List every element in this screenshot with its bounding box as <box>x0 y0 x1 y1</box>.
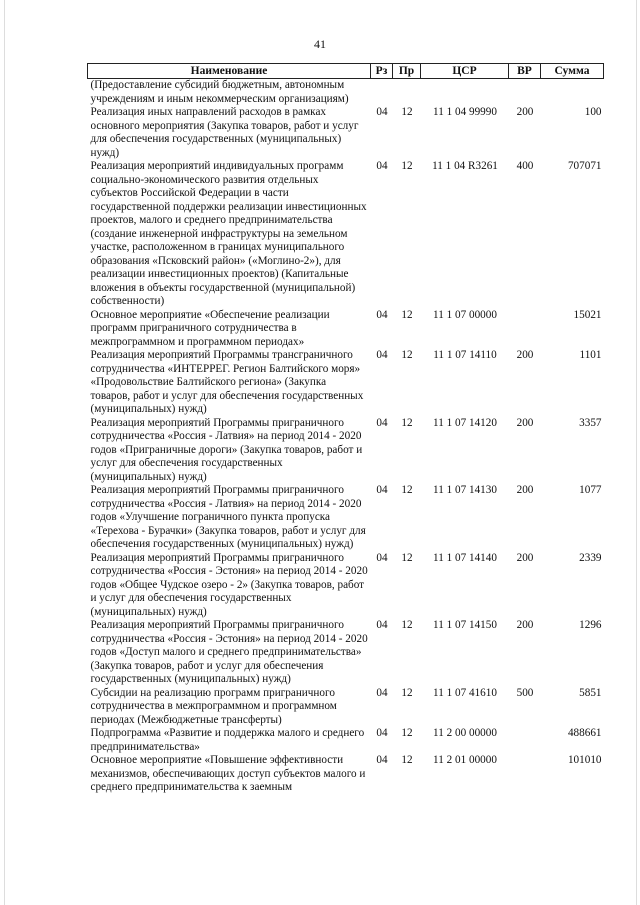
table-row <box>88 754 604 795</box>
header-name: Наименование <box>88 64 371 79</box>
row-name: Реализация мероприятий Программы трансграничного сотрудничества «ИНТЕРРЕГ. Регион Балтийского моря» «Продовольствие Балтийского региона» (Закупка товаров, работ и услуг для обеспечения государственных (муниципальных) нужд) <box>90 349 364 415</box>
row-pr: 12 <box>401 754 413 766</box>
row-pr <box>393 79 421 107</box>
row-pr: 12 <box>401 106 413 118</box>
row-name: Реализация мероприятий индивидуальных программ социально-экономического развития отдельных субъектов Российской Федерации в части государственной поддержки реализации инвестиционных проектов, малого и среднего предпринимательства (создание инженерной инфраструктуры на земельном участке, расположенном в границах муниципального образования «Псковский район» («Моглино-2»), для реализации инвестиционных проектов) (Капитальные вложения в объекты государственной (муниципальной) собственности) <box>90 160 367 307</box>
row-rz: 04 <box>376 727 388 739</box>
row-rz: 04 <box>376 484 388 496</box>
budget-table <box>87 63 604 795</box>
row-rz: 04 <box>376 551 388 564</box>
row-pr: 12 <box>401 349 413 361</box>
row-vr: 200 <box>516 416 534 429</box>
table-row <box>88 727 604 754</box>
row-rz: 04 <box>376 754 388 766</box>
row-vr: 200 <box>516 619 534 631</box>
row-pr: 12 <box>401 416 413 429</box>
row-pr: 12 <box>401 160 413 172</box>
row-csr: 11 2 00 00000 <box>433 727 497 739</box>
row-name: Подпрограмма «Развитие и поддержка малого и среднего предпринимательства» <box>90 727 365 753</box>
row-name: Субсидии на реализацию программ приграничного сотрудничества в межпрограммном и программном периодах (Межбюджетные трансферты) <box>90 686 337 726</box>
row-sum: 1101 <box>579 349 602 361</box>
row-vr: 200 <box>516 551 534 564</box>
row-vr: 200 <box>516 106 534 118</box>
row-sum: 1296 <box>579 619 602 631</box>
row-csr: 11 1 07 00000 <box>433 308 497 321</box>
row-pr: 12 <box>401 308 413 321</box>
row-csr: 11 1 07 14110 <box>433 349 497 361</box>
row-csr: 11 1 04 99990 <box>433 106 497 118</box>
row-vr <box>509 79 541 107</box>
row-sum: 488661 <box>567 727 602 739</box>
row-vr <box>509 754 541 795</box>
row-sum: 3357 <box>579 416 602 429</box>
table-body <box>88 79 604 795</box>
row-sum: 2339 <box>579 551 602 564</box>
scan-edge-left <box>4 0 5 905</box>
row-pr: 12 <box>401 686 413 699</box>
row-pr: 12 <box>401 484 413 496</box>
row-rz: 04 <box>376 686 388 699</box>
header-vr: ВР <box>509 64 541 79</box>
row-rz: 04 <box>376 106 388 118</box>
row-vr: 200 <box>516 349 534 361</box>
row-csr: 11 1 07 14140 <box>433 551 497 564</box>
row-csr: 11 1 04 R3261 <box>432 160 498 172</box>
table-row <box>88 79 604 107</box>
row-csr: 11 1 07 14130 <box>433 484 497 496</box>
row-vr <box>509 309 541 350</box>
row-name: Реализация мероприятий Программы приграничного сотрудничества «Россия - Эстония» на период 2014 - 2020 годов «Доступ малого и среднего предпринимательства» (Закупка товаров, работ и услуг для обеспечения государственных (муниципальных) нужд) <box>90 619 368 685</box>
row-rz: 04 <box>376 619 388 631</box>
row-name: Основное мероприятие «Обеспечение реализации программ приграничного сотрудничества в межпрограммном и программном периодах» <box>90 308 330 348</box>
row-pr: 12 <box>401 619 413 631</box>
row-csr: 11 1 07 41610 <box>433 686 497 699</box>
page-number: 41 <box>314 37 326 51</box>
row-csr <box>421 79 509 107</box>
row-sum: 5851 <box>579 686 602 699</box>
row-rz: 04 <box>376 308 388 321</box>
row-csr: 11 2 01 00000 <box>433 754 497 766</box>
row-vr <box>509 727 541 754</box>
table-row <box>88 484 604 552</box>
row-pr: 12 <box>401 727 413 739</box>
row-sum: 707071 <box>567 160 602 172</box>
row-name: (Предоставление субсидий бюджетным, автономным учреждениям и иным некоммерческим организациям) <box>90 79 349 105</box>
table-row <box>88 417 604 485</box>
table-row <box>88 619 604 687</box>
row-sum <box>541 79 604 107</box>
table-row <box>88 552 604 620</box>
scan-edge-right <box>636 0 637 905</box>
header-rz: Рз <box>371 64 393 79</box>
row-sum: 100 <box>584 106 602 118</box>
header-csr: ЦСР <box>421 64 509 79</box>
row-name: Реализация мероприятий Программы приграничного сотрудничества «Россия - Латвия» на период 2014 - 2020 годов «Приграничные дороги» (Закупка товаров, работ и услуг для обеспечения государственных (муниципальных) нужд) <box>90 416 363 483</box>
row-name: Основное мероприятие «Повышение эффективности механизмов, обеспечивающих доступ субъектов малого и среднего предпринимательства к заемным <box>90 754 366 793</box>
row-sum: 1077 <box>579 484 602 496</box>
table-row <box>88 687 604 728</box>
row-name: Реализация иных направлений расходов в рамках основного мероприятия (Закупка товаров, работ и услуг для обеспечения государственных (муниципальных) нужд) <box>90 106 359 159</box>
row-rz: 04 <box>376 416 388 429</box>
table-header-row <box>88 64 604 79</box>
row-sum: 15021 <box>573 308 602 321</box>
row-vr: 500 <box>516 686 534 699</box>
row-csr: 11 1 07 14150 <box>433 619 497 631</box>
table-row <box>88 309 604 350</box>
table-row <box>88 106 604 160</box>
row-name: Реализация мероприятий Программы приграничного сотрудничества «Россия - Эстония» на период 2014 - 2020 годов «Общее Чудское озеро - 2» (Закупка товаров, работ и услуг для обеспечения государственных (муниципальных) нужд) <box>90 551 368 618</box>
row-csr: 11 1 07 14120 <box>433 416 497 429</box>
row-sum: 101010 <box>567 754 602 766</box>
row-vr: 200 <box>516 484 534 496</box>
row-rz: 04 <box>376 349 388 361</box>
header-sum: Сумма <box>541 64 604 79</box>
row-rz: 04 <box>376 160 388 172</box>
row-vr: 400 <box>516 160 534 172</box>
row-rz <box>371 79 393 107</box>
table-row <box>88 349 604 417</box>
header-pr: Пр <box>393 64 421 79</box>
table-row <box>88 160 604 309</box>
row-name: Реализация мероприятий Программы приграничного сотрудничества «Россия - Латвия» на период 2014 - 2020 годов «Улучшение пограничного пункта пропуска «Терехова - Бурачки» (Закупка товаров, работ и услуг для обеспечения государственных (муниципальных) нужд) <box>90 484 366 550</box>
row-pr: 12 <box>401 551 413 564</box>
